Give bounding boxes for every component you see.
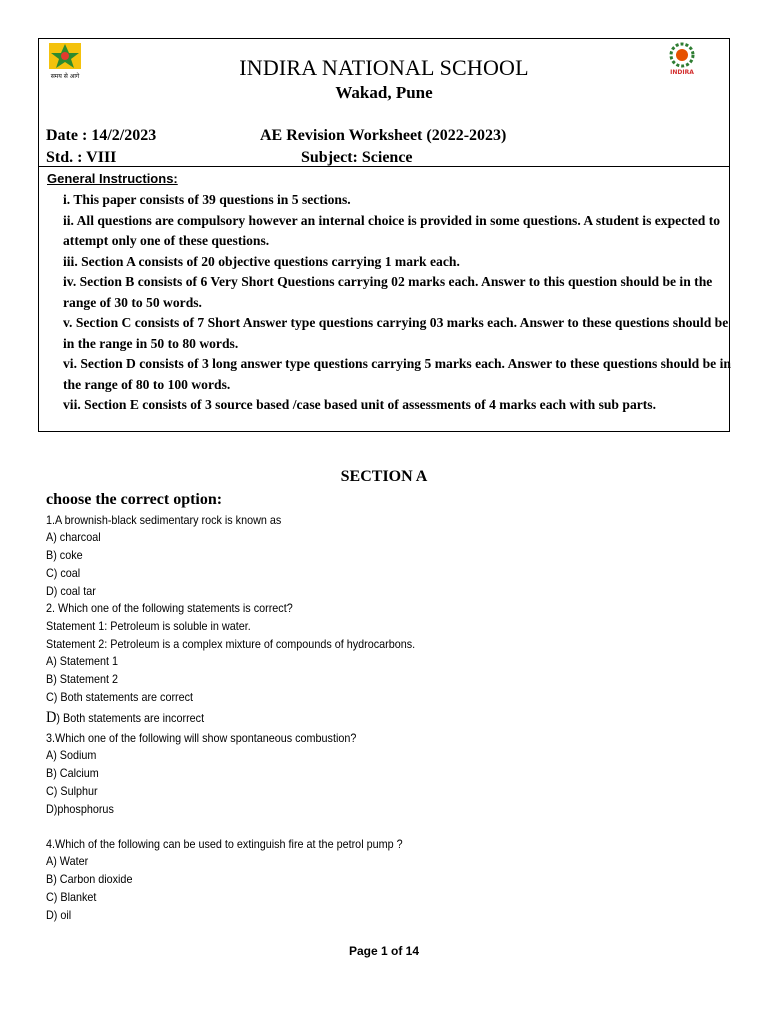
question-line: 1.A brownish-black sedimentary rock is known as — [46, 513, 282, 527]
option-line: B) Carbon dioxide — [46, 872, 133, 886]
instruction-item: ii. All questions are compulsory however an internal choice is provided in some questions. A student is expected to attempt only one of these questions. — [63, 212, 721, 248]
instruction-item: v. Section C consists of 7 Short Answer type questions carrying 03 marks each. Answer to these questions should be in the range in 50 to 80 words. — [63, 315, 729, 351]
worksheet-title: AE Revision Worksheet (2022-2023) — [260, 127, 507, 144]
option-text: ) Both statements are incorrect — [56, 711, 205, 725]
option-line: C) coal — [46, 566, 81, 580]
option-line — [46, 709, 204, 727]
option-line: D) coal tar — [46, 584, 96, 598]
question-line: 4.Which of the following can be used to extinguish fire at the petrol pump ? — [46, 837, 403, 851]
statement-line: Statement 1: Petroleum is soluble in water. — [46, 619, 251, 633]
option-line: B) Statement 2 — [46, 672, 119, 686]
instruction-item: vii. Section E consists of 3 source based /case based unit of assessments of 4 marks each with sub parts. — [63, 397, 656, 412]
page-number: Page 1 of 14 — [348, 944, 420, 958]
option-line: D)phosphorus — [46, 802, 114, 816]
subject: Subject: Science — [301, 149, 413, 166]
exam-date: Date : 14/2/2023 — [46, 127, 157, 144]
header-divider — [39, 166, 729, 167]
standard: Std. : VIII — [46, 149, 117, 166]
logo-left-caption: समय से आगे — [50, 73, 80, 80]
option-line: A) Sodium — [46, 748, 97, 762]
option-line: C) Both statements are correct — [46, 690, 194, 704]
option-line: B) coke — [46, 548, 83, 562]
school-name: INDIRA NATIONAL SCHOOL — [239, 55, 529, 80]
option-letter-d: D — [46, 709, 57, 726]
option-line: C) Blanket — [46, 890, 97, 904]
section-a-subtitle: choose the correct option: — [46, 491, 223, 508]
option-line: A) Statement 1 — [46, 654, 119, 668]
option-line: B) Calcium — [46, 766, 99, 780]
question-line: 2. Which one of the following statements is correct? — [46, 601, 293, 615]
instruction-item: i. This paper consists of 39 questions in 5 sections. — [63, 192, 351, 207]
option-line: A) Water — [46, 854, 89, 868]
option-line: D) oil — [46, 908, 72, 922]
option-line: C) Sulphur — [46, 784, 98, 798]
option-line: A) charcoal — [46, 530, 101, 544]
instructions-list — [63, 190, 731, 416]
header-box — [38, 38, 730, 432]
school-location: Wakad, Pune — [335, 83, 433, 102]
instruction-item: iv. Section B consists of 6 Very Short Questions carrying 02 marks each. Answer to this question should be in the range of 30 to 50 words. — [63, 274, 713, 310]
statement-line: Statement 2: Petroleum is a complex mixture of compounds of hydrocarbons. — [46, 637, 416, 651]
instructions-title: General Instructions: — [47, 171, 178, 186]
instruction-item: iii. Section A consists of 20 objective questions carrying 1 mark each. — [63, 253, 460, 269]
logo-right-caption: INDIRA — [670, 69, 694, 76]
section-a-title: SECTION A — [340, 468, 428, 485]
question-line: 3.Which one of the following will show spontaneous combustion? — [46, 731, 357, 745]
instruction-item: vi. Section D consists of 3 long answer type questions carrying 5 marks each. Answer to these questions should be in the range of 80 to 100 words. — [63, 356, 731, 392]
